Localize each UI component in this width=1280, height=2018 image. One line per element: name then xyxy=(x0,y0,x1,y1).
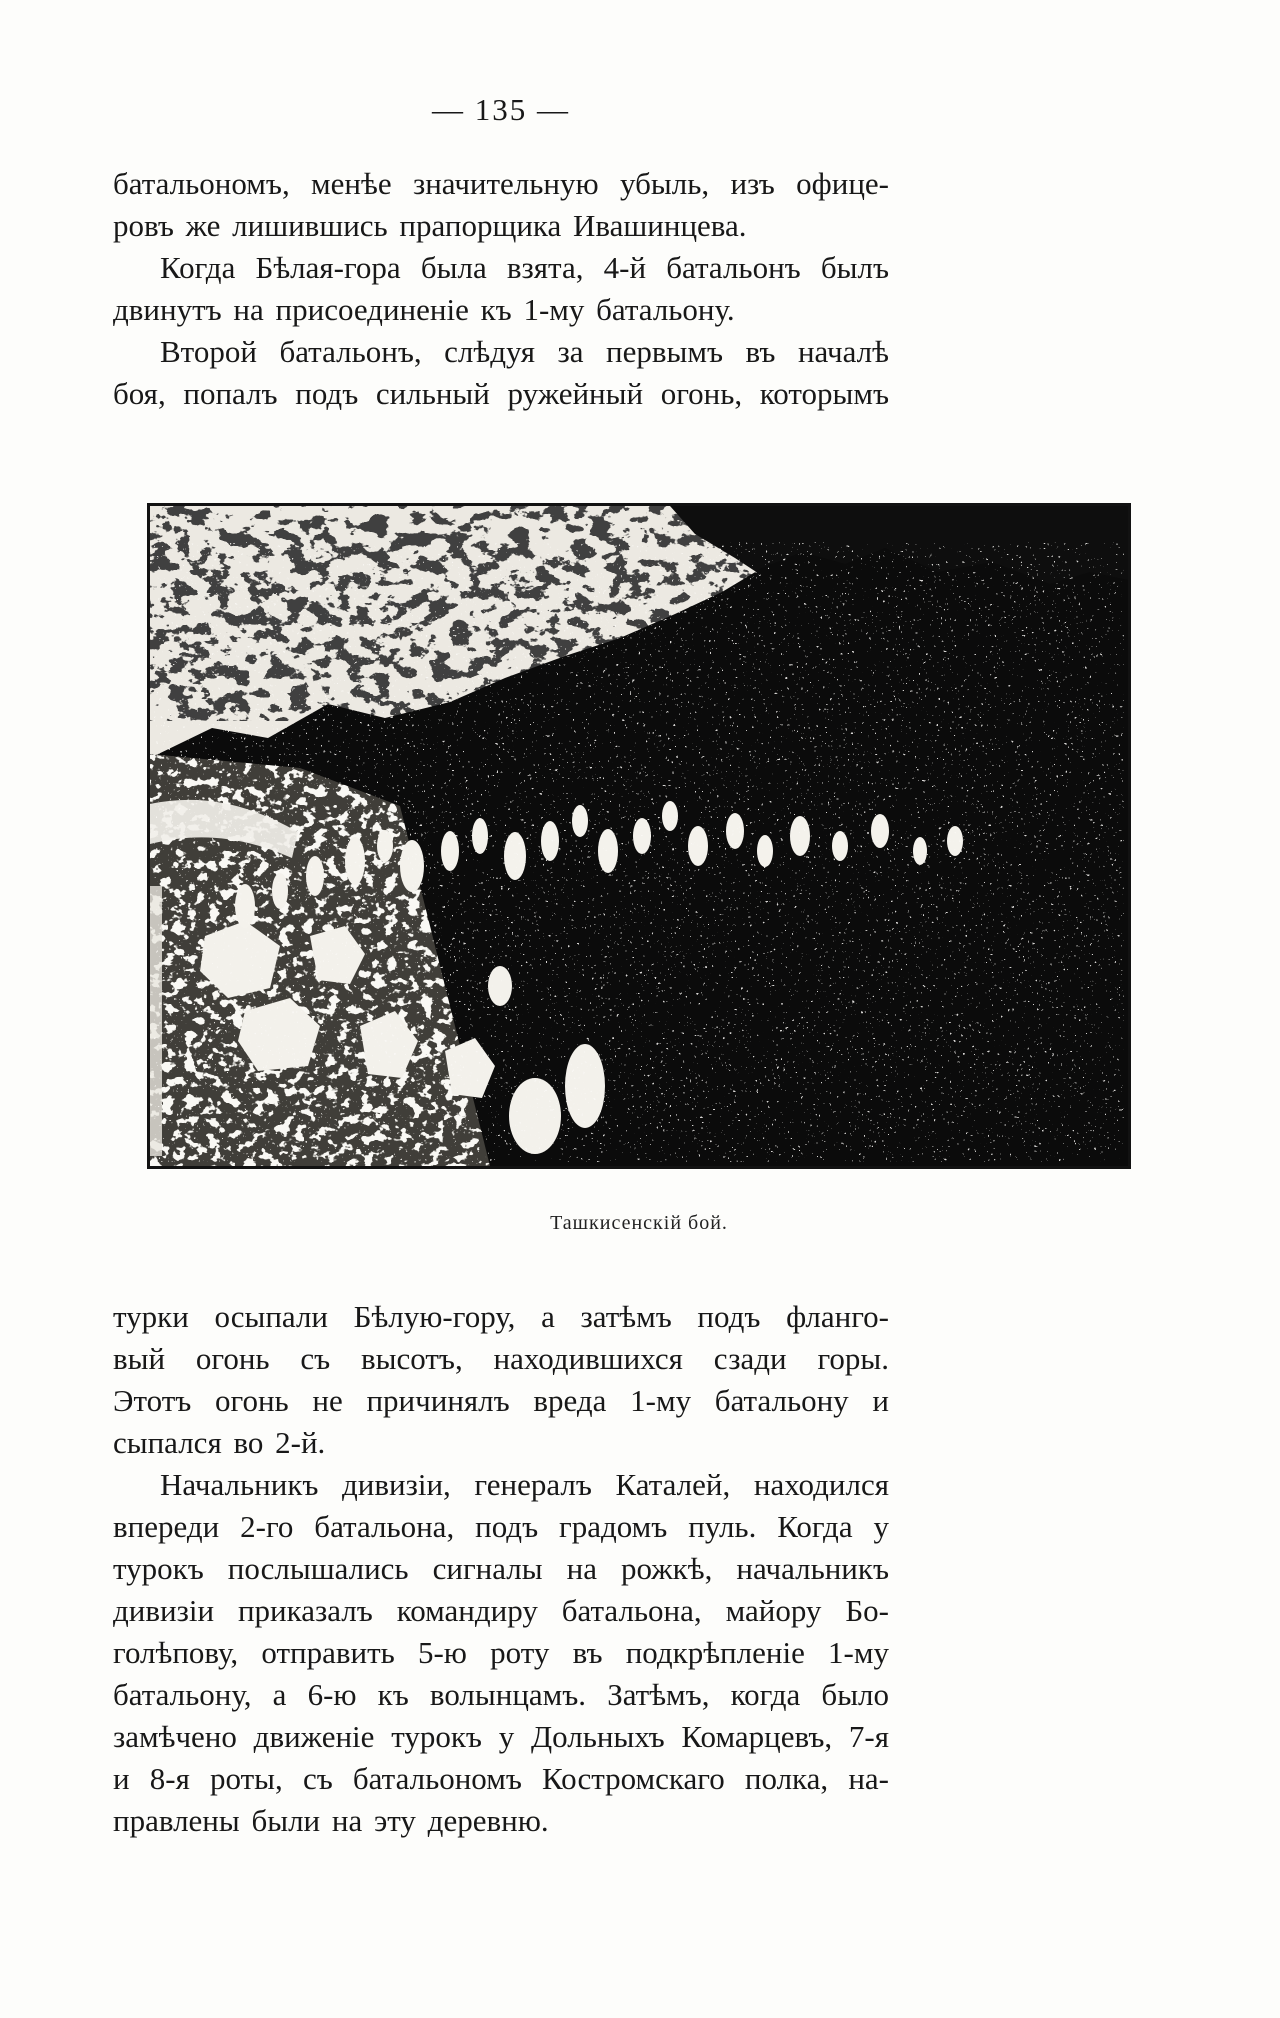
battle-photograph xyxy=(147,503,1131,1169)
paragraph-block-top xyxy=(113,163,889,415)
text-line: батальону, а 6-ю къ волынцамъ. Затѣмъ, когда было xyxy=(113,1677,889,1712)
paragraph-block-bottom xyxy=(113,1296,889,1842)
text-line: двинутъ на присоединеніе къ 1-му батальону. xyxy=(113,292,735,327)
text-line: ровъ же лишившись прапорщика Ивашинцева. xyxy=(113,208,747,243)
text-line: сыпался во 2-й. xyxy=(113,1425,326,1460)
text-line: Второй батальонъ, слѣдуя за первымъ въ началѣ xyxy=(160,334,889,369)
text-line: турки осыпали Бѣлую-гору, а затѣмъ подъ фланго- xyxy=(113,1299,889,1334)
text-line: Начальникъ дивизіи, генералъ Каталей, находился xyxy=(160,1467,889,1502)
text-line: дивизіи приказалъ командиру батальона, майору Бо- xyxy=(113,1593,889,1628)
photo-caption: Ташкисенскій бой. xyxy=(550,1212,728,1234)
text-line: Этотъ огонь не причинялъ вреда 1-му батальону и xyxy=(113,1383,889,1418)
battle-photo-image xyxy=(150,506,1128,1166)
text-line: Когда Бѣлая-гора была взята, 4-й батальонъ былъ xyxy=(160,250,889,285)
page-number: — 135 — xyxy=(432,92,570,127)
text-line: голѣпову, отправить 5-ю роту въ подкрѣпленіе 1-му xyxy=(113,1635,889,1670)
text-line: правлены были на эту деревню. xyxy=(113,1803,549,1838)
text-line: впереди 2-го батальона, подъ градомъ пуль. Когда у xyxy=(113,1509,889,1544)
text-line: турокъ послышались сигналы на рожкѣ, начальникъ xyxy=(113,1551,889,1586)
text-line: батальономъ, менѣе значительную убыль, изъ офице- xyxy=(113,166,889,201)
text-line: боя, попалъ подъ сильный ружейный огонь, которымъ xyxy=(113,376,889,411)
text-line: и 8-я роты, съ батальономъ Костромскаго полка, на- xyxy=(113,1761,889,1796)
text-line: вый огонь съ высотъ, находившихся сзади горы. xyxy=(113,1341,889,1376)
text-line: замѣчено движеніе турокъ у Дольныхъ Комарцевъ, 7-я xyxy=(113,1719,889,1754)
